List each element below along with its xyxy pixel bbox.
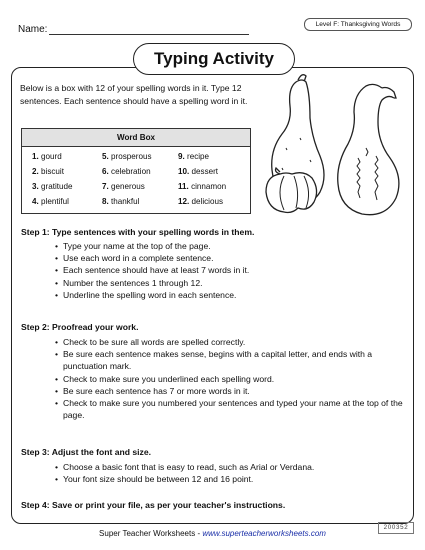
word-grid (22, 147, 250, 213)
word-item: 5. prosperous (102, 152, 152, 161)
footer (0, 529, 425, 538)
list-item: • Underline the spelling word in each sentence. (55, 289, 405, 301)
word-item: 9. recipe (178, 152, 210, 161)
word-box (21, 128, 251, 214)
word-item: 4. plentiful (32, 197, 69, 206)
word-item: 11. cinnamon (178, 182, 227, 191)
step-3-list (55, 461, 405, 485)
step-2-title: Step 2: Proofread your work. (21, 322, 139, 332)
list-item: • Check to make sure you numbered your sentences and typed your name at the top of the page. (55, 397, 405, 421)
step-1-title: Step 1: Type sentences with your spelling words in them. (21, 227, 255, 237)
list-item: • Check to be sure all words are spelled correctly. (55, 336, 405, 348)
word-item: 10. dessert (178, 167, 219, 176)
word-item: 1. gourd (32, 152, 62, 161)
list-item: • Each sentence should have at least 7 words in it. (55, 264, 405, 276)
list-item: • Your font size should be between 12 and 16 point. (55, 473, 405, 485)
word-item: 2. biscuit (32, 167, 64, 176)
word-item: 6. celebration (102, 167, 151, 176)
word-box-title: Word Box (22, 129, 250, 147)
step-3-title: Step 3: Adjust the font and size. (21, 447, 152, 457)
list-item: • Use each word in a complete sentence. (55, 252, 405, 264)
list-item: • Be sure each sentence makes sense, begins with a capital letter, and ends with a punctuation mark. (55, 348, 405, 372)
gourd-illustration (262, 68, 412, 226)
list-item: • Choose a basic font that is easy to read, such as Arial or Verdana. (55, 461, 405, 473)
list-item: • Be sure each sentence has 7 or more words in it. (55, 385, 405, 397)
step-4-title: Step 4: Save or print your file, as per your teacher's instructions. (21, 500, 286, 510)
name-label: Name: (18, 24, 48, 35)
word-item: 12. delicious (178, 197, 224, 206)
list-item: • Type your name at the top of the page. (55, 240, 405, 252)
page-title: Typing Activity (133, 43, 295, 75)
level-badge: Level F: Thanksgiving Words (304, 18, 412, 31)
name-line (49, 34, 249, 35)
list-item: • Check to make sure you underlined each spelling word. (55, 373, 405, 385)
word-item: 8. thankful (102, 197, 140, 206)
footer-url[interactable]: www.superteacherworksheets.com (202, 529, 326, 538)
list-item: • Number the sentences 1 through 12. (55, 277, 405, 289)
word-item: 7. generous (102, 182, 145, 191)
intro-text: Below is a box with 12 of your spelling words in it. Type 12 sentences. Each sentence should have a spelling word in it. (20, 83, 248, 106)
gooseneck-gourd-icon (338, 84, 399, 214)
step-1-list (55, 240, 405, 301)
step-2-list (55, 336, 405, 421)
footer-text: Super Teacher Worksheets - (99, 529, 203, 538)
worksheet-code: 200352 (378, 522, 414, 534)
word-item: 3. gratitude (32, 182, 73, 191)
